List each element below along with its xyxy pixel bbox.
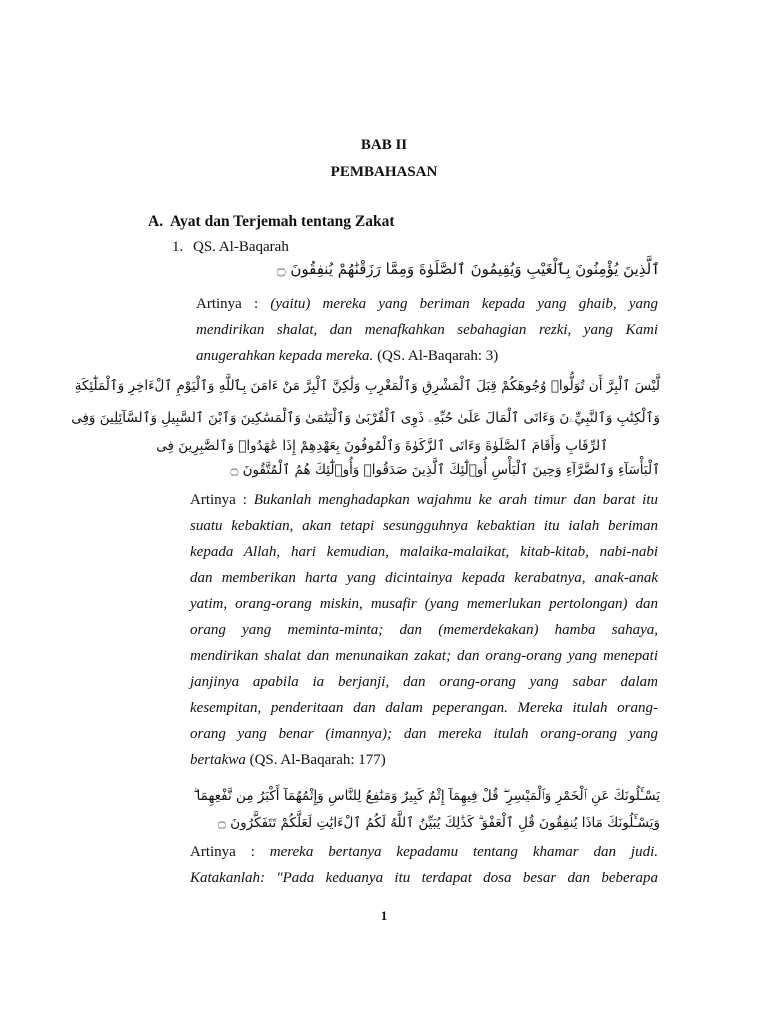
verse-177-arabic-line: ٱلْبَأْسَآءِ وَٱلضَّرَّآءِ وَحِينَ ٱلْبَأْسِ أُو۟لَٰٓئِكَ ٱلَّذِينَ صَدَقُوا۟ وَأُو۟لَٰٓئِكَ هُمُ ٱلْمُتَّقُونَ ۝ [230,462,660,478]
chapter-number: BAB II [360,137,408,153]
translation-line: orang yang benar (imannya); dan mereka itulah orang-orang yang [190,726,658,742]
translation-line: anugerahkan kepada mereka. (QS. Al-Baqarah: 3) [196,348,499,364]
section-a-title: Ayat dan Terjemah tentang Zakat [170,213,395,230]
item-1-title: QS. Al-Baqarah [193,239,289,255]
verse-219-arabic-line: يَسْـَٔلُونَكَ عَنِ ٱلْخَمْرِ وَٱلْمَيْسِرِ ۖ قُلْ فِيهِمَآ إِثْمٌ كَبِيرٌ وَمَنَٰفِعُ لِلنَّاسِ وَإِثْمُهُمَآ أَكْبَرُ مِن نَّفْعِهِمَا ۗ [193,788,660,804]
verse-177-arabic-line: لَّيْسَ ٱلْبِرَّ أَن تُوَلُّوا۟ وُجُوهَكُمْ قِبَلَ ٱلْمَشْرِقِ وَٱلْمَغْرِبِ وَلَٰكِنَّ ٱلْبِرَّ مَنْ ءَامَنَ بِٱللَّهِ وَٱلْيَوْمِ ٱلْءَاخِرِ وَٱلْمَلَٰٓئِكَةِ [74,378,660,394]
section-a-label: A. [148,213,164,230]
item-1-label: 1. [172,239,184,255]
verse-219-translation [190,839,658,891]
translation-line: mendirikan shalat dan menunaikan zakat; dan orang-orang yang menepati [190,648,658,664]
chapter-title: PEMBAHASAN [330,164,438,180]
verse-177-arabic-line: وَٱلْكِتَٰبِ وَٱلنَّبِيِّۦنَ وَءَاتَى ٱلْمَالَ عَلَىٰ حُبِّهِۦ ذَوِى ٱلْقُرْبَىٰ وَٱلْيَتَٰمَىٰ وَٱلْمَسَٰكِينَ وَٱبْنَ ٱلسَّبِيلِ وَٱلسَّآئِلِينَ وَفِى [71,410,660,426]
verse-177-arabic-line: ٱلرِّقَابِ وَأَقَامَ ٱلصَّلَوٰةَ وَءَاتَى ٱلزَّكَوٰةَ وَٱلْمُوفُونَ بِعَهْدِهِمْ إِذَا عَٰهَدُوا۟ وَٱلصَّٰبِرِينَ فِى [156,438,608,454]
translation-line: mendirikan shalat, dan menafkahkan sebahagian rezki, yang Kami [196,322,658,338]
verse-219-arabic-line: وَيَسْـَٔلُونَكَ مَاذَا يُنفِقُونَ قُلِ ٱلْعَفْوَ ۗ كَذَٰلِكَ يُبَيِّنُ ٱللَّهُ لَكُمُ ٱلْءَايَٰتِ لَعَلَّكُمْ تَتَفَكَّرُونَ ۝ [218,815,660,831]
verse-3-arabic: ٱلَّذِينَ يُؤْمِنُونَ بِٱلْغَيْبِ وَيُقِيمُونَ ٱلصَّلَوٰةَ وَمِمَّا رَزَقْنَٰهُمْ يُنفِقُونَ ۝ [276,260,660,278]
translation-line: bertakwa (QS. Al-Baqarah: 177) [190,752,386,768]
translation-line: suatu kebaktian, akan tetapi sesungguhnya kebaktian itu ialah beriman [190,518,658,534]
verse-177-translation [190,487,658,773]
translation-line: Artinya : mereka bertanya kepadamu tentang khamar dan judi. [190,844,658,860]
translation-line: dan memberikan harta yang dicintainya kepada kerabatnya, anak-anak [190,570,658,586]
verse-3-translation [196,291,658,369]
page-number: 1 [380,908,388,923]
translation-line: janjinya apabila ia berjanji, dan orang-orang yang sabar dalam [190,674,658,690]
translation-line: Artinya : Bukanlah menghadapkan wajahmu ke arah timur dan barat itu [190,492,658,508]
translation-line: orang yang meminta-minta; dan (memerdekakan) hamba sahaya, [190,622,658,638]
translation-line: Katakanlah: "Pada keduanya itu terdapat dosa besar dan beberapa [190,870,658,886]
translation-line: kepada Allah, hari kemudian, malaika-malaikat, kitab-kitab, nabi-nabi [190,544,658,560]
translation-line: yatim, orang-orang miskin, musafir (yang memerlukan pertolongan) dan [190,596,658,612]
translation-line: Artinya : (yaitu) mereka yang beriman kepada yang ghaib, yang [196,296,658,312]
translation-line: kesempitan, penderitaan dan dalam peperangan. Mereka itulah orang- [190,700,658,716]
